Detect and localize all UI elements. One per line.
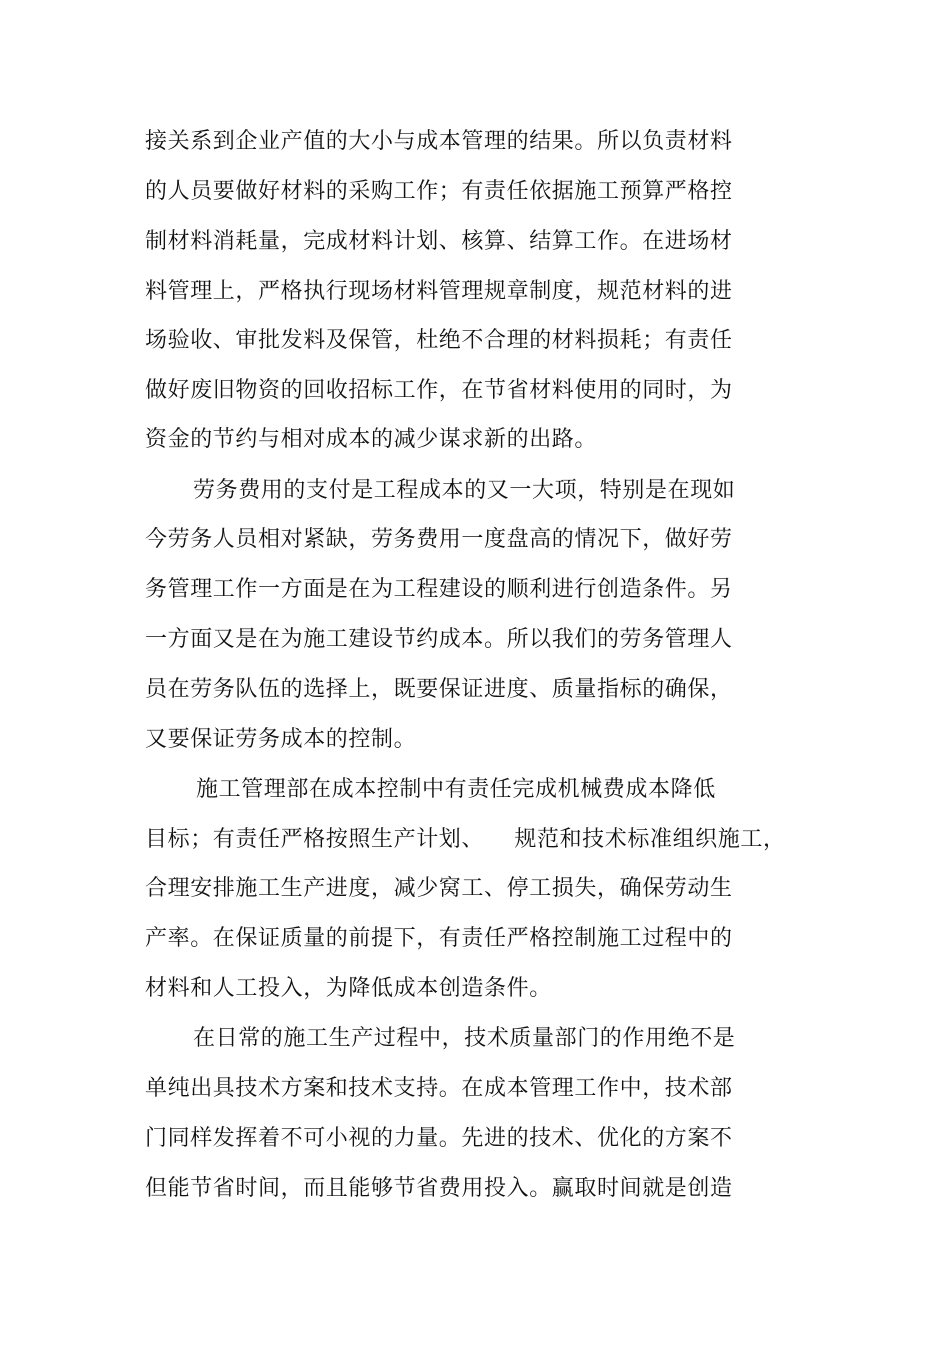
paragraph-2-line-5: 员在劳务队伍的选择上，既要保证进度、质量指标的确保， — [145, 677, 733, 702]
paragraph-3-line-1: 施工管理部在成本控制中有责任完成机械费成本降低 — [196, 777, 716, 802]
paragraph-1-line-2: 的人员要做好材料的采购工作；有责任依据施工预算严格控 — [145, 179, 733, 204]
paragraph-1-line-1: 接关系到企业产值的大小与成本管理的结果。所以负责材料 — [145, 129, 733, 154]
paragraph-1-line-4: 料管理上，严格执行现场材料管理规章制度，规范材料的进 — [145, 279, 733, 304]
paragraph-1-line-5: 场验收、审批发料及保管，杜绝不合理的材料损耗；有责任 — [145, 328, 733, 353]
paragraph-4-line-2: 单纯出具技术方案和技术支持。在成本管理工作中，技术部 — [145, 1076, 733, 1101]
paragraph-2-line-6: 又要保证劳务成本的控制。 — [145, 727, 417, 752]
paragraph-3-line-5: 材料和人工投入，为降低成本创造条件。 — [145, 976, 552, 1001]
paragraph-2-line-1: 劳务费用的支付是工程成本的又一大项，特别是在现如 — [193, 478, 736, 503]
paragraph-2-line-3: 务管理工作一方面是在为工程建设的顺利进行创造条件。另 — [145, 577, 733, 602]
paragraph-2-line-4: 一方面又是在为施工建设节约成本。所以我们的劳务管理人 — [145, 627, 733, 652]
paragraph-4-line-1: 在日常的施工生产过程中，技术质量部门的作用绝不是 — [193, 1026, 736, 1051]
paragraph-1-line-7: 资金的节约与相对成本的减少谋求新的出路。 — [145, 427, 598, 452]
paragraph-2-line-2: 今劳务人员相对紧缺，劳务费用一度盘高的情况下，做好劳 — [145, 527, 733, 552]
paragraph-3-line-3: 合理安排施工生产进度，减少窝工、停工损失，确保劳动生 — [145, 876, 733, 901]
paragraph-4-line-4: 但能节省时间，而且能够节省费用投入。赢取时间就是创造 — [145, 1176, 733, 1201]
paragraph-1-line-3: 制材料消耗量，完成材料计划、核算、结算工作。在进场材 — [145, 229, 733, 254]
paragraph-4-line-3: 门同样发挥着不可小视的力量。先进的技术、优化的方案不 — [145, 1126, 733, 1151]
paragraph-3-line-4: 产率。在保证质量的前提下，有责任严格控制施工过程中的 — [145, 926, 733, 951]
paragraph-1-line-6: 做好废旧物资的回收招标工作，在节省材料使用的同时，为 — [145, 378, 733, 403]
paragraph-3-line-2: 目标；有责任严格按照生产计划、 规范和技术标准组织施工， — [145, 827, 786, 852]
